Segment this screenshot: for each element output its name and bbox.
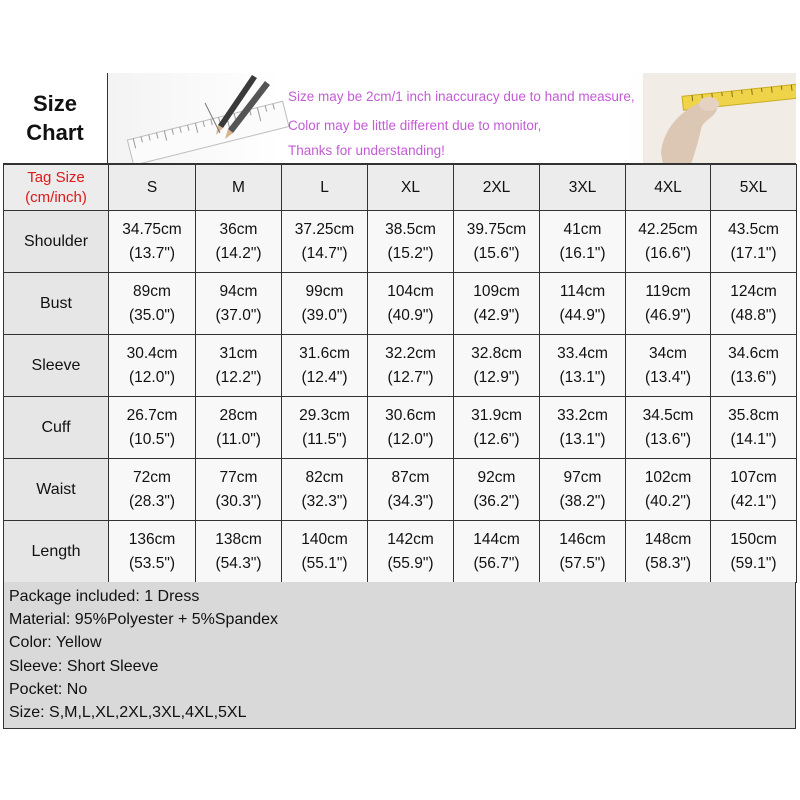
cm-value: 30.6cm — [385, 406, 436, 424]
inch-value: (12.2") — [215, 368, 262, 386]
measure-cell — [368, 459, 454, 521]
measure-cell — [368, 335, 454, 397]
inch-value: (40.9") — [387, 306, 434, 324]
size-table — [3, 164, 797, 583]
cm-value: 34.5cm — [642, 406, 694, 424]
inch-value: (14.2") — [215, 244, 262, 262]
inch-value: (13.4") — [645, 368, 691, 386]
inch-value: (56.7") — [473, 554, 520, 572]
cm-value: 31.9cm — [471, 406, 522, 424]
inch-value: (13.1") — [559, 368, 606, 386]
measure-cell — [454, 459, 540, 521]
measure-cell — [196, 521, 282, 583]
measure-label: Length — [4, 521, 109, 583]
inch-value: (34.3") — [387, 492, 434, 510]
measure-label: Shoulder — [4, 211, 109, 273]
measure-cell — [454, 521, 540, 583]
measure-cell — [540, 273, 626, 335]
cm-value: 82cm — [305, 468, 344, 486]
measure-cell — [454, 335, 540, 397]
inch-value: (40.2") — [645, 492, 691, 510]
cm-value: 29.3cm — [299, 406, 350, 424]
size-header-row — [4, 165, 797, 211]
note-color-monitor: Color may be little different due to monitor, — [288, 118, 542, 133]
inch-value: (59.1") — [730, 554, 777, 572]
inch-value: (11.5") — [302, 430, 347, 448]
cm-value: 104cm — [387, 282, 434, 300]
inch-value: (12.0") — [387, 430, 434, 448]
cm-value: 36cm — [219, 220, 258, 238]
info-pocket: Pocket: No — [9, 680, 88, 698]
cm-value: 77cm — [219, 468, 258, 486]
cm-value: 142cm — [387, 530, 434, 548]
measure-cell — [711, 273, 797, 335]
inch-value: (13.1") — [559, 430, 606, 448]
size-label: 4XL — [626, 165, 711, 211]
size-label: M — [196, 165, 282, 211]
cm-value: 34cm — [649, 344, 687, 362]
cm-value: 34.75cm — [122, 220, 182, 238]
measure-cell — [711, 521, 797, 583]
cm-value: 35.8cm — [728, 406, 779, 424]
cm-value: 136cm — [128, 530, 176, 548]
inch-value: (16.1") — [559, 244, 606, 262]
measure-cell — [109, 459, 196, 521]
measure-cell — [368, 397, 454, 459]
title-line-2: Chart — [26, 120, 84, 145]
cm-value: 41cm — [563, 220, 602, 238]
inch-value: (10.5") — [129, 430, 175, 448]
measure-cell — [454, 397, 540, 459]
cm-value: 31.6cm — [299, 344, 350, 362]
measure-cell — [626, 397, 711, 459]
cm-value: 33.2cm — [557, 406, 608, 424]
cm-value: 97cm — [563, 468, 602, 486]
info-size: Size: S,M,L,XL,2XL,3XL,4XL,5XL — [9, 704, 247, 722]
cm-value: 28cm — [219, 406, 258, 424]
measure-cell — [711, 459, 797, 521]
inch-value: (37.0") — [215, 306, 262, 324]
measure-cell — [196, 335, 282, 397]
cm-value: 102cm — [644, 468, 692, 486]
measure-cell — [368, 273, 454, 335]
measure-row-cuff — [4, 397, 797, 459]
cm-value: 109cm — [473, 282, 520, 300]
measure-cell — [454, 273, 540, 335]
info-material: Material: 95%Polyester + 5%Spandex — [9, 611, 279, 629]
measure-cell — [626, 211, 711, 273]
measure-cell — [711, 211, 797, 273]
measure-cell — [282, 459, 368, 521]
measure-cell — [196, 459, 282, 521]
cm-value: 43.5cm — [728, 220, 779, 238]
cm-value: 138cm — [215, 530, 262, 548]
size-label: 2XL — [454, 165, 540, 211]
measure-cell — [626, 273, 711, 335]
cm-value: 31cm — [219, 344, 258, 362]
measure-row-sleeve — [4, 335, 797, 397]
inch-value: (36.2") — [473, 492, 520, 510]
inch-value: (13.7") — [129, 244, 175, 262]
inch-value: (12.9") — [473, 368, 520, 386]
size-label: S — [109, 165, 196, 211]
measure-cell — [109, 335, 196, 397]
size-label: 5XL — [711, 165, 797, 211]
inch-value: (28.3") — [129, 492, 175, 510]
cm-value: 33.4cm — [557, 344, 608, 362]
measure-label: Sleeve — [4, 335, 109, 397]
inch-value: (53.5") — [129, 554, 175, 572]
measure-cell — [196, 211, 282, 273]
ruler-with-pencils-icon — [120, 73, 290, 164]
cm-value: 114cm — [559, 282, 606, 300]
measure-cell — [109, 397, 196, 459]
inch-value: (39.0") — [301, 306, 348, 324]
inch-value: (11.0") — [216, 430, 261, 448]
measure-cell — [540, 335, 626, 397]
inch-value: (46.9") — [645, 306, 691, 324]
measure-cell — [282, 521, 368, 583]
inch-value: (55.9") — [387, 554, 434, 572]
inch-value: (12.4") — [301, 368, 348, 386]
cm-value: 92cm — [477, 468, 516, 486]
measure-row-bust — [4, 273, 797, 335]
measure-label: Waist — [4, 459, 109, 521]
inch-value: (38.2") — [559, 492, 606, 510]
cm-value: 30.4cm — [126, 344, 178, 362]
measure-cell — [282, 335, 368, 397]
inch-value: (35.0") — [129, 306, 175, 324]
measure-cell — [540, 521, 626, 583]
note-hand-measure: Size may be 2cm/1 inch inaccuracy due to hand measure, — [288, 89, 635, 104]
inch-value: (15.2") — [387, 244, 434, 262]
measure-cell — [109, 521, 196, 583]
tag-size-header: Tag Size (cm/inch) — [4, 165, 109, 211]
measure-cell — [540, 397, 626, 459]
inch-value: (57.5") — [559, 554, 606, 572]
measure-cell — [282, 397, 368, 459]
measure-cell — [626, 459, 711, 521]
measure-cell — [282, 211, 368, 273]
inch-value: (12.7") — [387, 368, 434, 386]
size-label: XL — [368, 165, 454, 211]
measure-cell — [368, 521, 454, 583]
cm-value: 119cm — [645, 282, 691, 300]
inch-value: (42.9") — [473, 306, 520, 324]
measure-cell — [196, 397, 282, 459]
cm-value: 148cm — [644, 530, 692, 548]
measure-row-shoulder — [4, 211, 797, 273]
cm-value: 34.6cm — [728, 344, 779, 362]
measure-cell — [540, 459, 626, 521]
measure-cell — [626, 335, 711, 397]
cm-value: 87cm — [391, 468, 430, 486]
inch-value: (12.0") — [129, 368, 175, 386]
inch-value: (44.9") — [559, 306, 606, 324]
inch-value: (55.1") — [301, 554, 348, 572]
measure-cell — [626, 521, 711, 583]
info-color: Color: Yellow — [9, 634, 102, 652]
info-sleeve: Sleeve: Short Sleeve — [9, 657, 159, 675]
info-package: Package included: 1 Dress — [9, 588, 200, 605]
inch-value: (14.7") — [301, 244, 348, 262]
measure-cell — [711, 335, 797, 397]
cm-value: 72cm — [133, 468, 171, 486]
cm-value: 140cm — [301, 530, 348, 548]
inch-value: (42.1") — [730, 492, 777, 510]
cm-value: 124cm — [730, 282, 777, 300]
measure-label: Bust — [4, 273, 109, 335]
cm-value: 26.7cm — [126, 406, 178, 424]
measure-row-length — [4, 521, 797, 583]
cm-value: 39.75cm — [466, 220, 527, 238]
inch-value: (54.3") — [215, 554, 262, 572]
inch-value: (14.1") — [730, 430, 777, 448]
measure-cell — [540, 211, 626, 273]
measure-cell — [109, 273, 196, 335]
hand-holding-tape-measure-icon — [643, 73, 796, 164]
size-chart-title — [3, 73, 108, 164]
cm-value: 32.2cm — [385, 344, 436, 362]
inch-value: (30.3") — [215, 492, 262, 510]
measure-cell — [196, 273, 282, 335]
cm-value: 42.25cm — [638, 220, 698, 238]
note-thanks: Thanks for understanding! — [288, 143, 445, 158]
cm-value: 146cm — [559, 530, 606, 548]
inch-value: (13.6") — [730, 368, 777, 386]
cm-value: 32.8cm — [471, 344, 522, 362]
measurement-note-banner — [108, 73, 796, 164]
inch-value: (58.3") — [645, 554, 691, 572]
measure-cell — [282, 273, 368, 335]
measure-cell — [368, 211, 454, 273]
cm-value: 99cm — [305, 282, 344, 300]
cm-value: 38.5cm — [385, 220, 436, 238]
measure-cell — [454, 211, 540, 273]
size-label: L — [282, 165, 368, 211]
package-info — [3, 582, 796, 729]
measure-label: Cuff — [4, 397, 109, 459]
inch-value: (48.8") — [730, 306, 777, 324]
cm-value: 150cm — [730, 530, 777, 548]
inch-value: (16.6") — [645, 244, 691, 262]
measure-row-waist — [4, 459, 797, 521]
measure-cell — [711, 397, 797, 459]
inch-value: (15.6") — [473, 244, 520, 262]
measure-cell — [109, 211, 196, 273]
cm-value: 107cm — [730, 468, 777, 486]
title-line-1: Size — [32, 91, 78, 116]
size-label: 3XL — [540, 165, 626, 211]
inch-value: (17.1") — [730, 244, 777, 262]
cm-value: 144cm — [473, 530, 520, 548]
inch-value: (32.3") — [301, 492, 348, 510]
inch-value: (12.6") — [473, 430, 520, 448]
cm-value: 89cm — [133, 282, 171, 300]
cm-value: 94cm — [219, 282, 258, 300]
inch-value: (13.6") — [645, 430, 691, 448]
cm-value: 37.25cm — [294, 220, 355, 238]
